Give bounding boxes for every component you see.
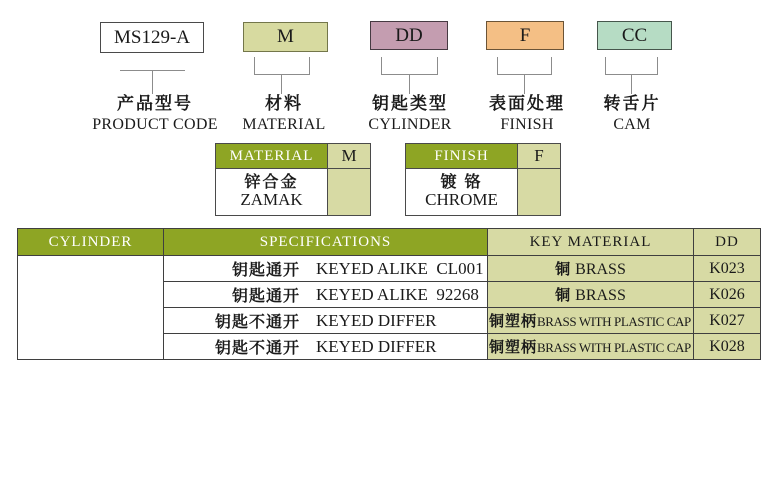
- header-key-material: KEY MATERIAL: [488, 229, 694, 256]
- connector-line: [409, 75, 410, 94]
- table-row: [18, 256, 761, 282]
- spec-cn: 钥匙不通开: [214, 340, 300, 357]
- finish-table-code: F: [518, 144, 560, 169]
- key-en: BRASS WITH PLASTIC CAP: [537, 340, 691, 355]
- material-label-cn: 材料: [265, 94, 303, 113]
- connector-line: [152, 70, 153, 94]
- cam-label: [537, 94, 727, 134]
- cylinder-code-text: DD: [395, 24, 423, 46]
- spec-en: KEYED ALIKE CL001: [316, 258, 484, 278]
- spec-cn: 钥匙通开: [231, 288, 300, 305]
- material-code-text: M: [277, 26, 294, 47]
- product-code-label-en: PRODUCT CODE: [92, 115, 218, 133]
- dd-code-cell: K026: [694, 282, 761, 308]
- material-table-value: [216, 169, 328, 215]
- cylinder-code-box: [370, 21, 448, 50]
- key-material-cell: [488, 256, 694, 282]
- spec-cn: 钥匙通开: [231, 262, 300, 279]
- finish-table: [405, 143, 561, 216]
- finish-label-cn: 表面处理: [489, 94, 565, 113]
- finish-code-box: [486, 21, 564, 50]
- material-table-code: M: [328, 144, 370, 169]
- key-cn: 铜塑柄: [489, 314, 538, 330]
- key-material-cell: [488, 334, 694, 360]
- finish-table-blank-cell: [518, 169, 560, 215]
- material-table: [215, 143, 371, 216]
- spec-cell: [164, 308, 488, 334]
- product-code-box: [100, 22, 204, 53]
- connector-bracket: [605, 57, 658, 75]
- cam-label-en: CAM: [613, 115, 651, 133]
- spec-cell: [164, 334, 488, 360]
- cylinder-spec-table: [17, 228, 761, 360]
- key-en: BRASS: [575, 261, 626, 278]
- connector-bracket: [254, 57, 310, 75]
- spec-table-header-row: [18, 229, 761, 256]
- connector-bracket: [381, 57, 438, 75]
- dd-code-cell: K027: [694, 308, 761, 334]
- material-value-en: ZAMAK: [240, 190, 303, 210]
- finish-table-value: [406, 169, 518, 215]
- connector-line: [631, 75, 632, 94]
- dd-code-cell: K023: [694, 256, 761, 282]
- finish-table-header: FINISH: [406, 144, 518, 169]
- finish-code-text: F: [519, 24, 531, 46]
- header-cylinder: CYLINDER: [18, 229, 164, 256]
- cylinder-image-cell: [18, 256, 164, 360]
- finish-value-en: CHROME: [425, 190, 498, 210]
- spec-cell: [164, 282, 488, 308]
- material-code-box: [243, 22, 328, 52]
- material-value-cn: 锌合金: [244, 173, 299, 191]
- spec-en: KEYED DIFFER: [316, 310, 437, 330]
- spec-cell: [164, 256, 488, 282]
- key-en: BRASS: [575, 287, 626, 304]
- spec-en: KEYED DIFFER: [316, 336, 437, 356]
- connector-line: [281, 75, 282, 94]
- connector-bracket: [497, 57, 552, 75]
- cylinder-label-cn: 钥匙类型: [372, 94, 448, 113]
- key-cn: 铜塑柄: [489, 340, 538, 356]
- finish-label-en: FINISH: [500, 115, 554, 133]
- product-code-label-cn: 产品型号: [117, 94, 193, 113]
- cam-code-box: [597, 21, 672, 50]
- key-en: BRASS WITH PLASTIC CAP: [537, 314, 691, 329]
- cam-label-cn: 转舌片: [603, 94, 661, 113]
- header-specifications: SPECIFICATIONS: [164, 229, 488, 256]
- spec-en: KEYED ALIKE 92268: [316, 284, 479, 304]
- product-code-text: MS129-A: [113, 26, 190, 48]
- material-table-blank-cell: [328, 169, 370, 215]
- header-dd: DD: [694, 229, 761, 256]
- material-label-en: MATERIAL: [242, 115, 326, 133]
- dd-code-cell: K028: [694, 334, 761, 360]
- cam-code-text: CC: [621, 24, 648, 46]
- key-material-cell: [488, 308, 694, 334]
- cylinder-label-en: CYLINDER: [368, 115, 452, 133]
- spec-cn: 钥匙不通开: [214, 314, 300, 331]
- key-cn: 铜: [555, 288, 572, 304]
- key-cn: 铜: [555, 262, 572, 278]
- finish-value-cn: 镀 铬: [440, 173, 483, 191]
- material-table-header: MATERIAL: [216, 144, 328, 169]
- key-material-cell: [488, 282, 694, 308]
- connector-line: [524, 75, 525, 94]
